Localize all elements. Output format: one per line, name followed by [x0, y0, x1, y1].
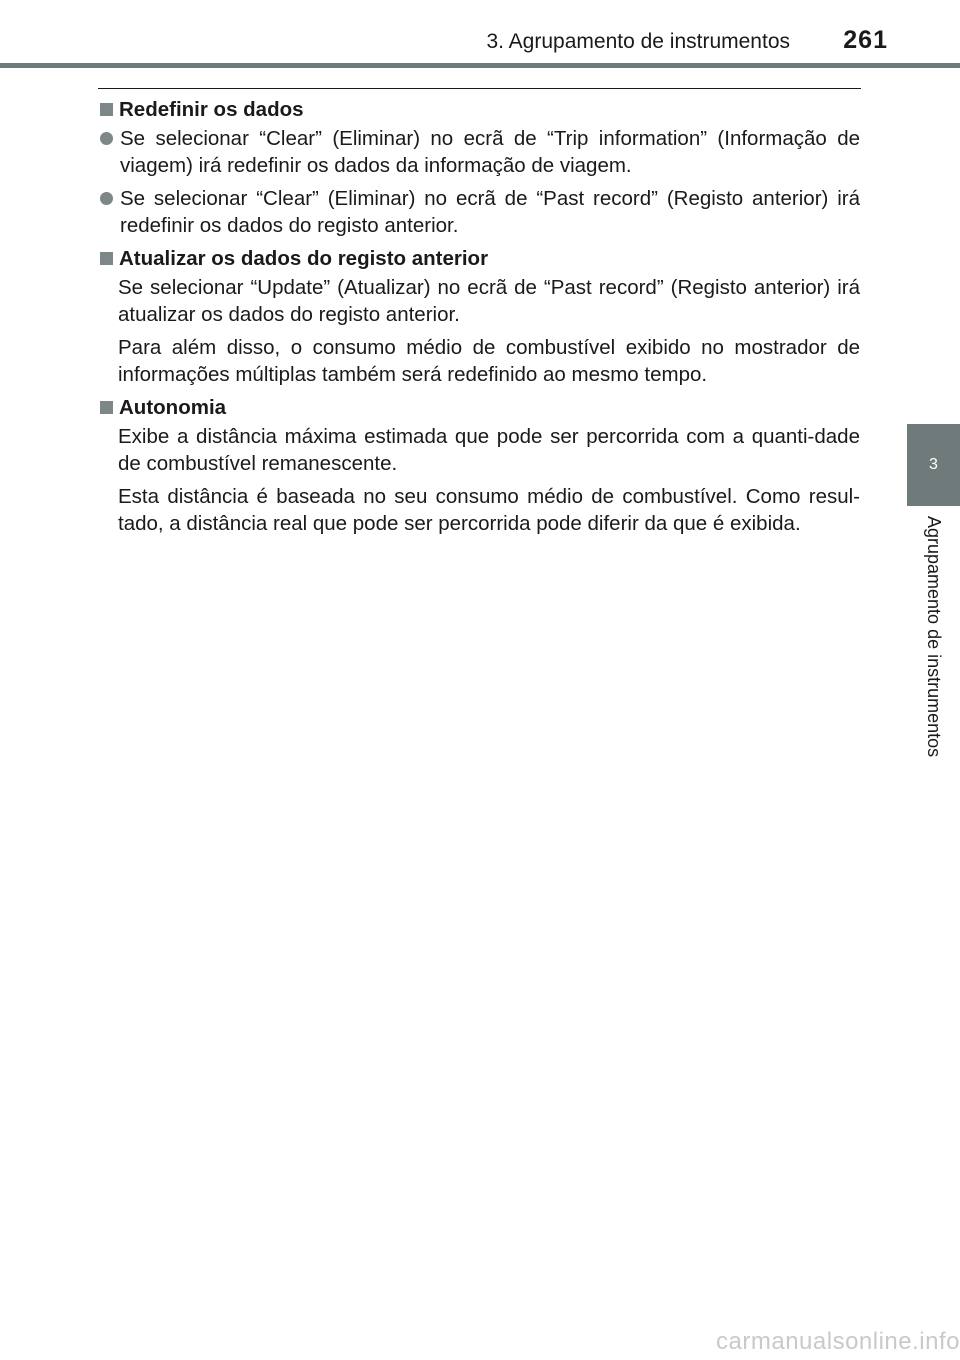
page-content [98, 96, 860, 543]
chapter-title: 3. Agrupamento de instrumentos [486, 30, 790, 53]
circle-bullet-icon [100, 132, 113, 145]
section-heading [98, 394, 860, 421]
side-tab-label: Agrupamento de instrumentos [924, 516, 944, 758]
list-item-text: Se selecionar “Clear” (Eliminar) no ecrã de “Trip information” (Informação de viagem) irá redefinir os dados da informação de viagem. [120, 127, 860, 177]
paragraph: Esta distância é baseada no seu consumo médio de combustível. Como resul-tado, a distância real que pode ser percorrida pode diferir da que é exibida. [118, 485, 860, 535]
top-divider [98, 88, 861, 89]
side-tab-number [907, 424, 960, 506]
circle-bullet-icon [100, 192, 113, 205]
side-tab-number-label: 3 [929, 456, 938, 473]
paragraph: Se selecionar “Update” (Atualizar) no ecrã de “Past record” (Registo anterior) irá atualizar os dados do registo anterior. [118, 276, 860, 326]
page-number: 261 [843, 26, 888, 54]
section-atualizar [98, 245, 860, 388]
square-bullet-icon [100, 103, 113, 116]
section-heading-text: Autonomia [119, 396, 227, 419]
paragraph: Para além disso, o consumo médio de combustível exibido no mostrador de informações múltiplas também será redefinido ao mesmo tempo. [118, 336, 860, 386]
header-bar [0, 63, 960, 68]
square-bullet-icon [100, 252, 113, 265]
list-item [98, 185, 860, 239]
section-heading [98, 245, 860, 272]
section-redefinir [98, 96, 860, 239]
paragraph: Exibe a distância máxima estimada que pode ser percorrida com a quanti-dade de combustível remanescente. [118, 425, 860, 475]
section-autonomia [98, 394, 860, 537]
section-heading-text: Atualizar os dados do registo anterior [119, 247, 489, 270]
side-tab [907, 506, 960, 811]
watermark: carmanualsonline.info [716, 1328, 960, 1355]
section-heading [98, 96, 860, 123]
list-item [98, 125, 860, 179]
list-item-text: Se selecionar “Clear” (Eliminar) no ecrã de “Past record” (Registo anterior) irá redefinir os dados do registo anterior. [120, 187, 860, 237]
square-bullet-icon [100, 401, 113, 414]
section-heading-text: Redefinir os dados [119, 98, 304, 121]
